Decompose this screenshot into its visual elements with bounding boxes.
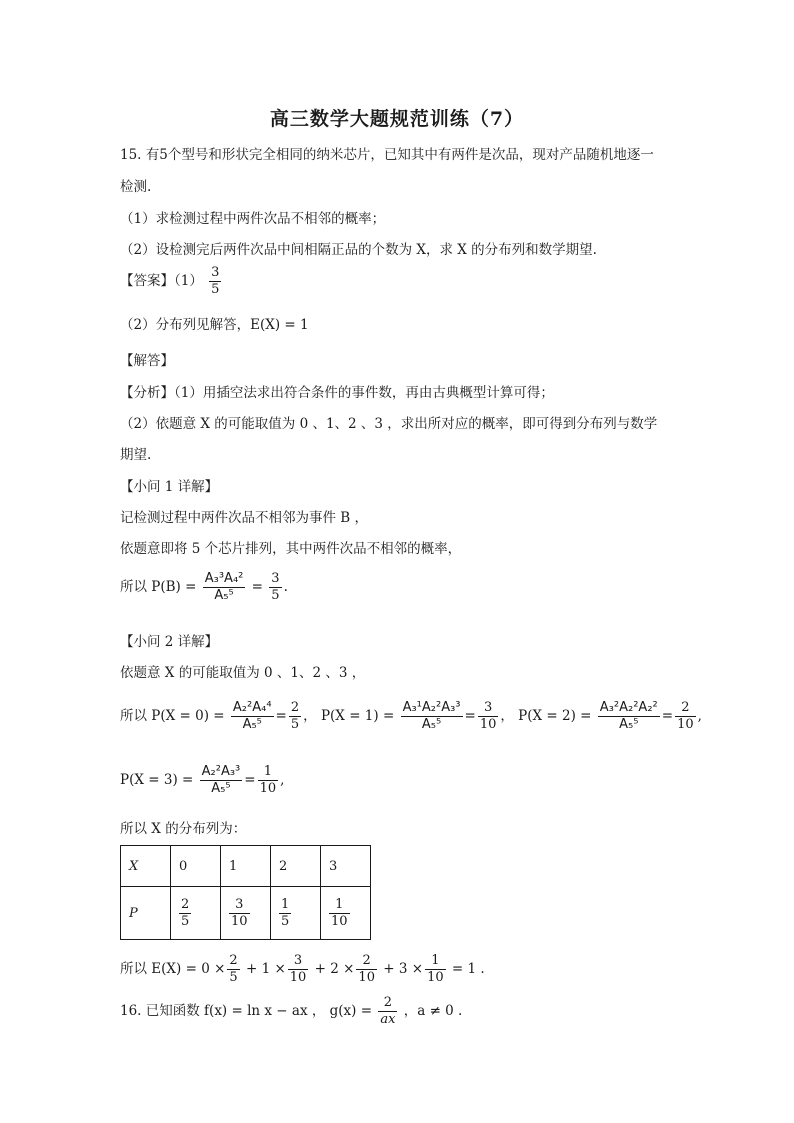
sub2-line1: 依题意 X 的可能取值为 0 、1、2 、3 ， [120,665,366,681]
p3-res-den: 10 [259,781,277,796]
p0-res-den: 5 [290,717,300,732]
analysis-line2: （2）依题意 X 的可能取值为 0 、1、2 、3 ，求出所对应的概率，即可得到分布列与数学 [120,416,658,432]
pb-prefix: 所以 P(B) = [120,579,197,595]
p2-result [675,700,696,733]
p1-res-den: 10 [479,717,497,732]
g-den: ax [380,1012,396,1027]
p2-num: A₃²A₂²A₂² [599,700,658,715]
answer-line1 [120,265,223,298]
p2-den: A₅⁵ [619,717,639,732]
f2-den: 10 [358,970,375,985]
p0-prefix: 所以 P(X = 0) = [120,708,225,724]
p0-num: A₂²A₄⁴ [232,700,272,715]
expect-result: = 1 . [451,961,485,977]
p1-res-num: 3 [478,700,499,717]
answer-line2: （2）分布列见解答，E(X) = 1 [120,317,309,333]
pb-res-num: 3 [271,571,280,586]
p1-num: A₃¹A₂²A₃³ [402,700,461,715]
p3-result [258,764,279,797]
q15-stem-line1: 15. 有5个型号和形状完全相同的纳米芯片，已知其中有两件是次品，现对产品随机地逐一 [120,147,654,163]
p1-lhs: P(X = 1) = [320,708,395,724]
expect-prefix: 所以 E(X) = [120,961,197,977]
table-cell-prob [321,887,371,940]
table-cell-value: 1 [221,846,271,887]
p0-den: A₅⁵ [242,717,262,732]
prob-num: 3 [229,897,250,914]
pb-den: A₅⁵ [214,588,234,603]
q16-stem [120,995,462,1028]
g-num: 2 [378,995,397,1012]
sub2-label: 【小问 2 详解】 [120,634,219,650]
table-row-values [121,846,371,887]
prob-den: 10 [331,913,348,929]
q15-stem-line2: 检测. [120,179,152,195]
p0-fraction [231,700,274,733]
answer1-num: 3 [211,265,220,280]
p2-lhs: P(X = 2) = [518,708,592,724]
prob-num: 1 [281,896,290,912]
answer-label: 【答案】（1） [120,273,203,289]
pb-res-den: 5 [271,588,280,603]
pb-fraction [203,571,246,604]
table-cell-prob [221,887,271,940]
table-header-x: X [121,846,171,887]
sub1-label: 【小问 1 详解】 [120,479,219,495]
q16-prefix: 16. 已知函数 f(x) = ln x − ax ， g(x) = [120,1003,373,1019]
f1-num: 3 [288,953,309,970]
g-fraction [378,995,397,1028]
p2-fraction [598,700,660,733]
analysis-line1: 【分析】（1）用插空法求出符合条件的事件数，再由古典概型计算可得； [120,385,554,401]
table-cell-prob [271,887,321,940]
f3-den: 10 [427,970,444,985]
f3-num: 1 [425,953,446,970]
f2-num: 2 [356,953,377,970]
expect-f0 [227,953,239,986]
table-row-probs [121,887,371,940]
table-cell-value: 0 [171,846,221,887]
q15-part1: （1）求检测过程中两件次品不相邻的概率； [120,211,386,227]
expect-t0: 0 × [201,961,226,977]
distribution-table [120,845,371,940]
f0-den: 5 [229,970,238,985]
p3-res-num: 1 [258,764,279,781]
p1-den: A₅⁵ [421,717,442,732]
dist-intro: 所以 X 的分布列为： [120,821,247,837]
p3-formula: P(X = 3) = $\frac{\text{A₂²A₃³}}{\text{A₅⁵}}$ = $\frac{1}{10}$ , [120,764,285,796]
q16-suffix: ，a ≠ 0 . [403,1003,463,1019]
prob-den: 5 [281,913,290,929]
f1-den: 10 [289,970,307,985]
page-title: 高三数学大题规范训练（7） [269,108,525,130]
p2-res-num: 2 [675,700,696,717]
p0-result [289,700,301,733]
prob-den: 5 [181,913,190,929]
answer1-den: 5 [211,282,220,297]
pb-formula [120,571,288,604]
expect-f3 [425,953,446,986]
solution-label: 【解答】 [120,353,174,369]
answer1-fraction [209,265,221,298]
prob-num: 1 [329,897,350,914]
p3-num: A₂²A₃³ [201,764,241,779]
pb-result [269,571,281,604]
p-formulas-row1: 所以 P(X = 0) = $\frac{\text{A₂²A₄⁴}}{\text{A₅⁵}}$ = $\frac{2}{5}$ ， P(X = 1) = $\frac{\text{A₃¹A₂²A₃³}}{\text{A₅⁵}}$ = $\frac{3}{10}$ ， P(X = 2) = $\frac{\text{A₃²A₂²A₂²}}{\text{A₅⁵}}$ = $\frac{2}{10}$ , [120,700,702,732]
p3-fraction [200,764,243,797]
expect-t3: + 3 × [383,961,424,977]
expect-t2: + 2 × [314,961,355,977]
prob-num: 2 [181,896,190,912]
f0-num: 2 [229,953,238,968]
expectation-formula [120,953,485,986]
p3-den: A₅⁵ [211,781,231,796]
table-cell-value: 3 [321,846,371,887]
p0-res-num: 2 [290,700,300,715]
expect-f2 [356,953,377,986]
table-header-p: P [121,887,171,940]
table-cell-prob [171,887,221,940]
table-cell-value: 2 [271,846,321,887]
pb-num: A₃³A₄² [204,571,244,586]
p1-result [478,700,499,733]
p2-res-den: 10 [677,717,694,732]
prob-den: 10 [231,913,248,929]
q15-part2: （2）设检测完后两件次品中间相隔正品的个数为 X，求 X 的分布列和数学期望. [120,242,597,258]
pb-equals: = [251,579,263,595]
p1-fraction [401,700,463,733]
pb-period: . [283,579,288,595]
sub1-line2: 依题意即将 5 个芯片排列，其中两件次品不相邻的概率， [120,541,462,557]
sub1-line1: 记检测过程中两件次品不相邻为事件 B ， [120,510,369,526]
p3-lhs: P(X = 3) = [120,772,194,788]
analysis-line3: 期望. [120,447,152,463]
expect-f1 [288,953,309,986]
expect-t1: + 1 × [245,961,286,977]
